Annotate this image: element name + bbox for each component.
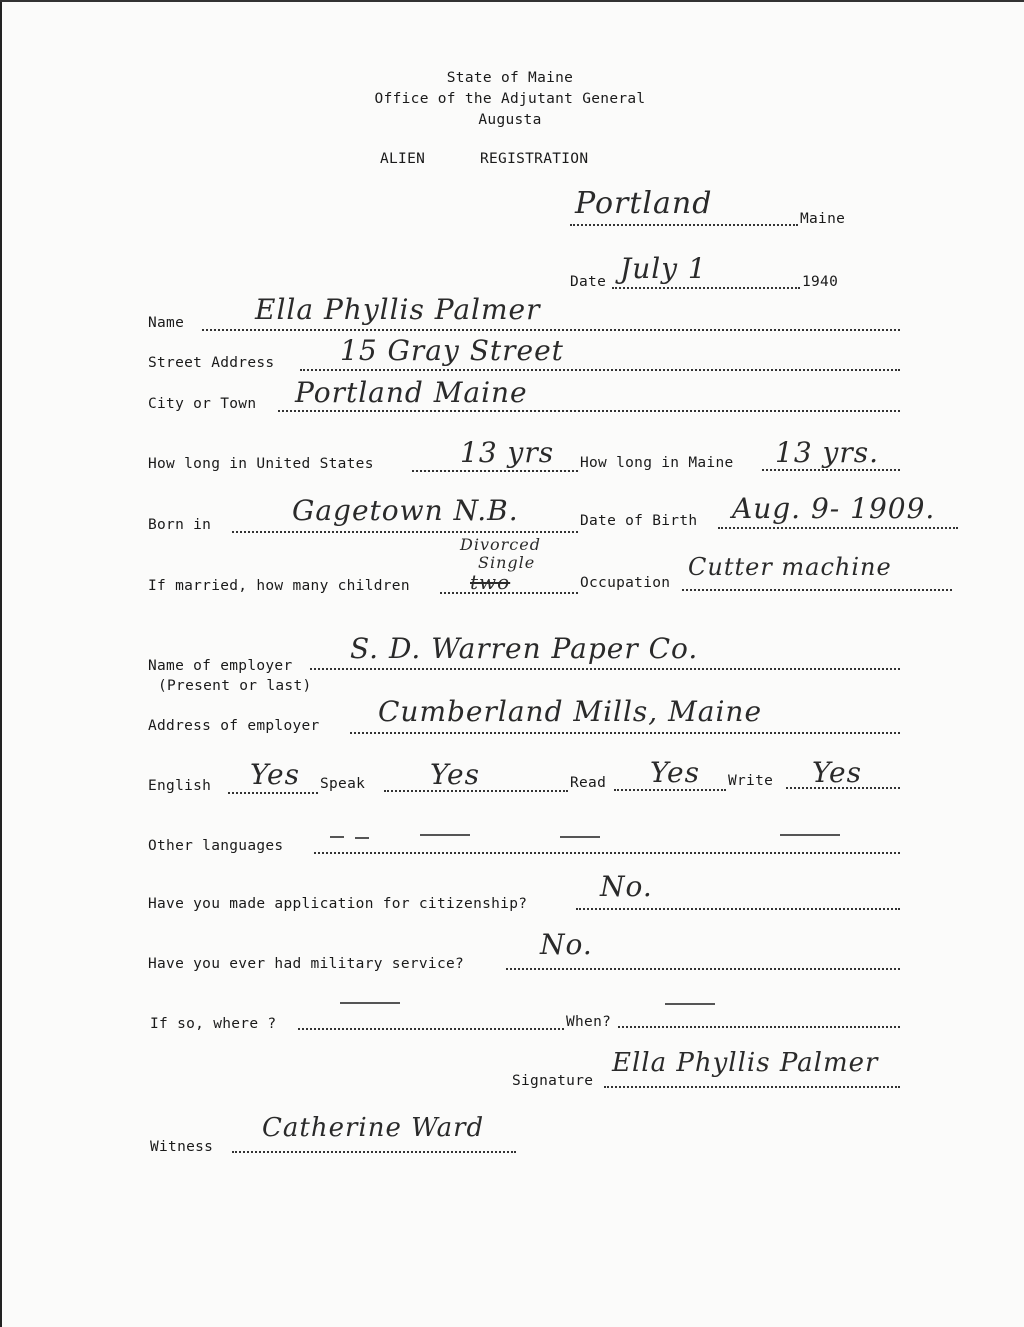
speak-label: Speak — [320, 776, 366, 792]
date-handwritten: July 1 — [620, 252, 707, 285]
when-line — [618, 1026, 900, 1028]
city-label: City or Town — [148, 396, 257, 412]
citizenship-label: Have you made application for citizenship? — [148, 896, 528, 912]
header-state: State of Maine — [446, 70, 574, 86]
place-suffix: Maine — [800, 211, 846, 227]
header-office: Office of the Adjutant General — [374, 91, 646, 107]
dob-value: Aug. 9- 1909. — [732, 492, 936, 525]
us-line — [412, 470, 578, 472]
title-registration: REGISTRATION — [480, 151, 589, 167]
born-value: Gagetown N.B. — [292, 494, 519, 527]
born-line — [232, 531, 578, 533]
signature-label: Signature — [512, 1073, 594, 1089]
military-value: No. — [540, 928, 593, 961]
children-label: If married, how many children — [148, 578, 410, 594]
employer-line — [310, 668, 900, 670]
date-year: 1940 — [802, 274, 839, 290]
write-value: Yes — [812, 756, 862, 789]
english-value: Yes — [250, 758, 300, 791]
street-label: Street Address — [148, 355, 275, 371]
when-label: When? — [566, 1014, 612, 1030]
us-label: How long in United States — [148, 456, 374, 472]
witness-line — [232, 1151, 516, 1153]
children-two-struck: two — [470, 570, 511, 594]
write-label: Write — [728, 773, 774, 789]
date-line — [612, 287, 800, 289]
header-city: Augusta — [478, 112, 542, 128]
read-label: Read — [570, 775, 607, 791]
employer-address-label: Address of employer — [148, 718, 320, 734]
place-line — [570, 224, 798, 226]
witness-value: Catherine Ward — [262, 1113, 485, 1143]
street-value: 15 Gray Street — [340, 334, 564, 367]
english-label: English — [148, 778, 212, 794]
maine-label: How long in Maine — [580, 455, 734, 471]
city-value: Portland Maine — [295, 376, 528, 409]
other-languages-dash — [420, 834, 470, 836]
other-languages-dash — [330, 836, 344, 838]
us-value: 13 yrs — [460, 436, 555, 469]
other-languages-line — [314, 852, 900, 854]
occupation-label: Occupation — [580, 575, 671, 591]
when-dash — [665, 1003, 715, 1005]
employer-address-value: Cumberland Mills, Maine — [378, 695, 763, 728]
date-label: Date — [570, 274, 607, 290]
title-alien: ALIEN — [380, 151, 426, 167]
where-label: If so, where ? — [150, 1016, 277, 1032]
military-line — [506, 968, 900, 970]
city-line — [278, 410, 900, 412]
other-languages-dash — [560, 836, 600, 838]
other-languages-dash — [355, 837, 369, 839]
maine-line — [762, 469, 900, 471]
english-line — [228, 792, 318, 794]
where-line — [298, 1028, 564, 1030]
name-label: Name — [148, 315, 185, 331]
citizenship-value: No. — [600, 870, 653, 903]
name-value: Ella Phyllis Palmer — [255, 293, 541, 326]
employer-value: S. D. Warren Paper Co. — [350, 632, 699, 665]
children-single: Single — [478, 553, 536, 572]
signature-value: Ella Phyllis Palmer — [612, 1048, 879, 1078]
occupation-value: Cutter machine — [688, 553, 892, 581]
place-handwritten: Portland — [575, 186, 713, 221]
name-line — [202, 329, 900, 331]
employer-sublabel: (Present or last) — [158, 678, 312, 694]
read-value: Yes — [650, 756, 700, 789]
speak-value: Yes — [430, 758, 480, 791]
other-languages-dash — [780, 834, 840, 836]
dob-label: Date of Birth — [580, 513, 698, 529]
born-label: Born in — [148, 517, 212, 533]
children-divorced: Divorced — [460, 535, 541, 554]
witness-label: Witness — [150, 1139, 214, 1155]
where-dash — [340, 1002, 400, 1004]
read-line — [614, 789, 726, 791]
dob-line — [718, 527, 958, 529]
scan-edge-left — [0, 0, 2, 1327]
maine-value: 13 yrs. — [775, 436, 880, 469]
other-languages-label: Other languages — [148, 838, 284, 854]
occupation-line — [682, 589, 952, 591]
employer-label: Name of employer — [148, 658, 293, 674]
employer-address-line — [350, 732, 900, 734]
citizenship-line — [576, 908, 900, 910]
scan-edge-top — [0, 0, 1024, 2]
signature-line — [604, 1086, 900, 1088]
street-line — [300, 369, 900, 371]
military-label: Have you ever had military service? — [148, 956, 465, 972]
